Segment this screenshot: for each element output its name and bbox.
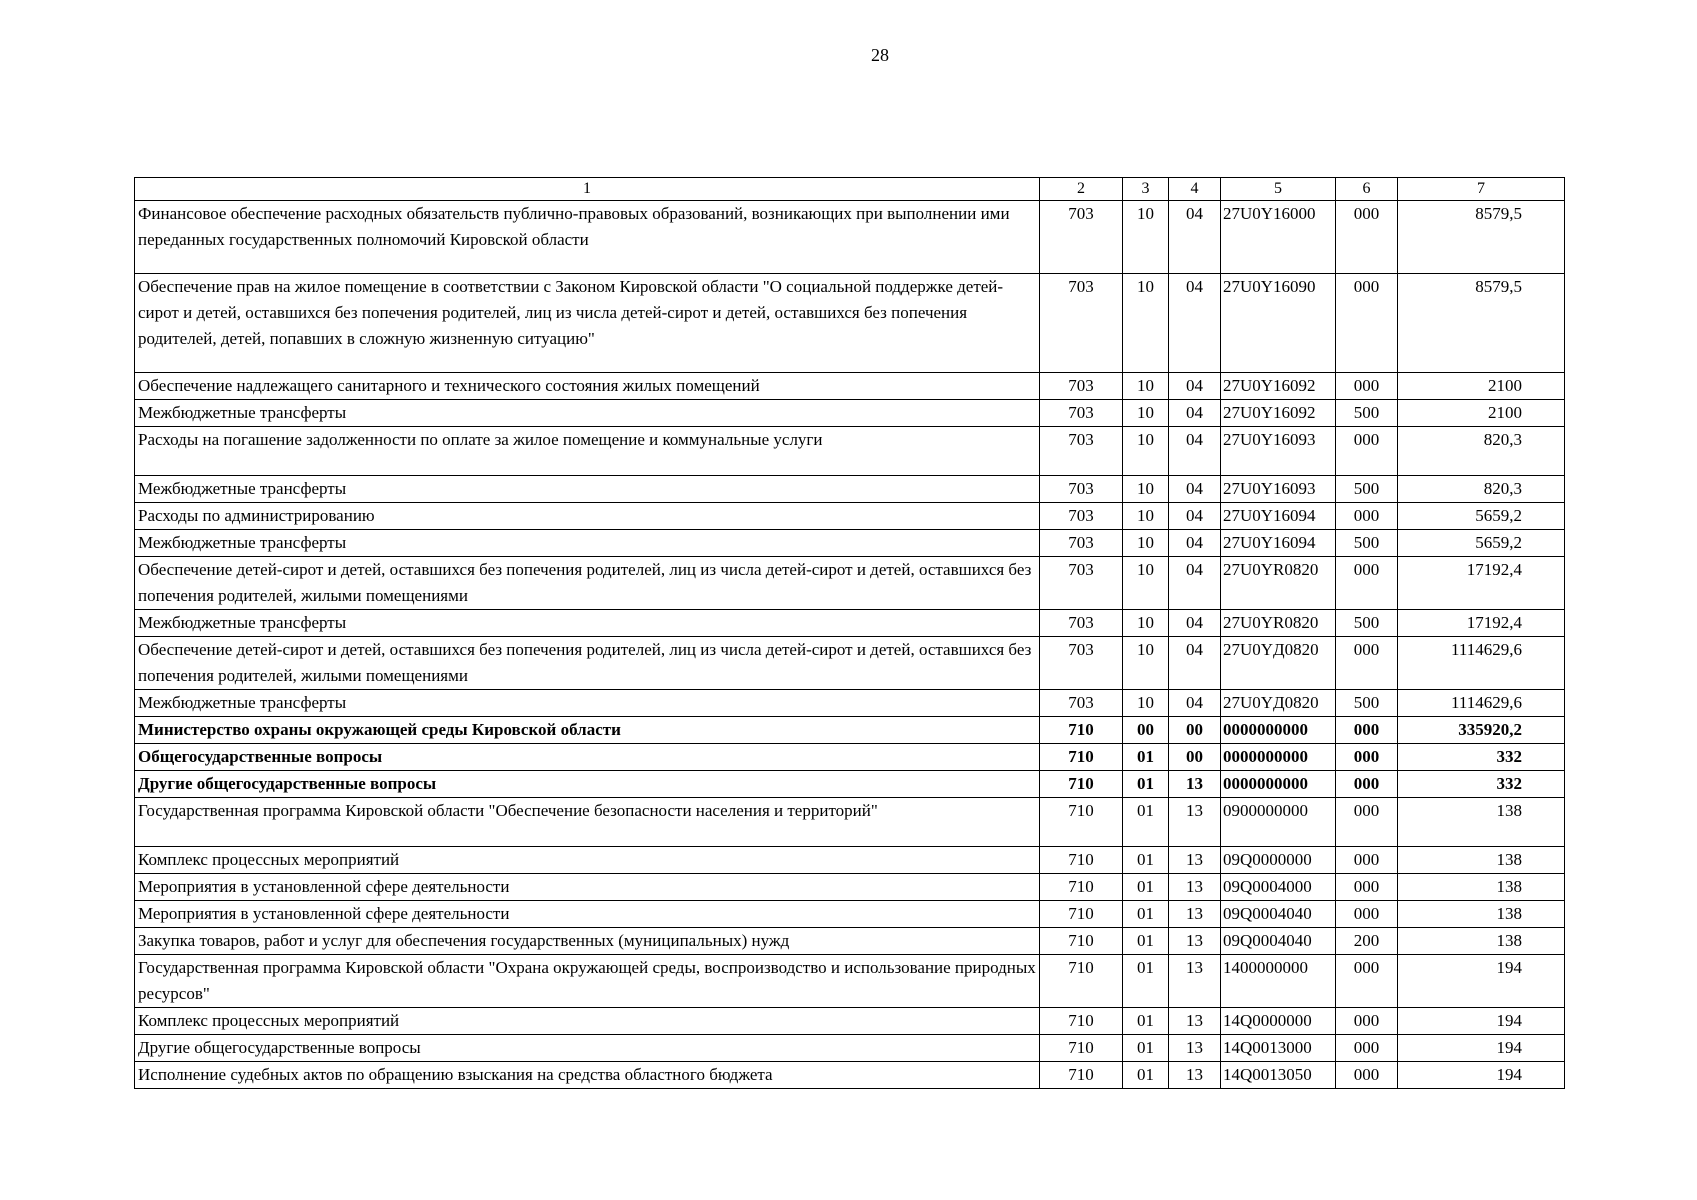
cell-col3: 01 [1123,847,1169,874]
cell-col3: 01 [1123,1035,1169,1062]
cell-col7: 5659,2 [1398,503,1565,530]
cell-col5: 27U0Y16090 [1221,274,1336,373]
cell-col4: 04 [1169,373,1221,400]
cell-col4: 13 [1169,955,1221,1008]
column-header: 3 [1123,178,1169,201]
cell-col5: 0000000000 [1221,771,1336,798]
page-number: 28 [871,45,889,65]
row-name: Другие общегосударственные вопросы [135,771,1040,798]
cell-col6: 500 [1336,610,1398,637]
cell-col5: 27U0Y16000 [1221,201,1336,274]
row-name: Мероприятия в установленной сфере деятельности [135,901,1040,928]
cell-col3: 01 [1123,928,1169,955]
cell-col3: 00 [1123,717,1169,744]
cell-col7: 2100 [1398,400,1565,427]
cell-col3: 10 [1123,557,1169,610]
cell-col5: 27U0YR0820 [1221,610,1336,637]
cell-col5: 09Q0004040 [1221,928,1336,955]
cell-col2: 710 [1040,1062,1123,1089]
cell-col7: 1114629,6 [1398,637,1565,690]
cell-col6: 000 [1336,798,1398,847]
cell-col6: 000 [1336,274,1398,373]
table-row [135,530,1565,557]
cell-col7: 194 [1398,1062,1565,1089]
cell-col6: 000 [1336,955,1398,1008]
cell-col6: 000 [1336,771,1398,798]
cell-col7: 138 [1398,847,1565,874]
table-row [135,955,1565,1008]
table-row [135,901,1565,928]
cell-col6: 000 [1336,717,1398,744]
cell-col6: 000 [1336,201,1398,274]
cell-col7: 332 [1398,744,1565,771]
cell-col4: 04 [1169,476,1221,503]
cell-col6: 000 [1336,1008,1398,1035]
column-header: 2 [1040,178,1123,201]
cell-col3: 01 [1123,798,1169,847]
row-name: Другие общегосударственные вопросы [135,1035,1040,1062]
cell-col2: 710 [1040,717,1123,744]
cell-col5: 27U0Y16093 [1221,427,1336,476]
column-header: 1 [135,178,1040,201]
table-row [135,637,1565,690]
row-name: Расходы на погашение задолженности по оплате за жилое помещение и коммунальные услуги [135,427,1040,476]
cell-col7: 2100 [1398,373,1565,400]
cell-col7: 17192,4 [1398,610,1565,637]
row-name: Общегосударственные вопросы [135,744,1040,771]
table-row [135,717,1565,744]
cell-col2: 703 [1040,373,1123,400]
row-name: Межбюджетные трансферты [135,400,1040,427]
table-row [135,557,1565,610]
row-name: Расходы по администрированию [135,503,1040,530]
cell-col4: 04 [1169,557,1221,610]
cell-col2: 710 [1040,771,1123,798]
row-name: Финансовое обеспечение расходных обязательств публично-правовых образований, возникающих при выполнении ими переданных государственных полномочий Кировской области [135,201,1040,274]
cell-col7: 194 [1398,1035,1565,1062]
table-row [135,476,1565,503]
cell-col2: 703 [1040,610,1123,637]
cell-col6: 000 [1336,503,1398,530]
cell-col5: 09Q0000000 [1221,847,1336,874]
cell-col4: 13 [1169,928,1221,955]
cell-col3: 01 [1123,874,1169,901]
cell-col5: 14Q0013050 [1221,1062,1336,1089]
cell-col6: 500 [1336,690,1398,717]
table-row [135,1008,1565,1035]
cell-col4: 13 [1169,874,1221,901]
cell-col5: 27U0YД0820 [1221,690,1336,717]
row-name: Обеспечение надлежащего санитарного и технического состояния жилых помещений [135,373,1040,400]
cell-col2: 710 [1040,928,1123,955]
cell-col3: 01 [1123,955,1169,1008]
row-name: Комплекс процессных мероприятий [135,847,1040,874]
cell-col6: 500 [1336,400,1398,427]
row-name: Межбюджетные трансферты [135,690,1040,717]
table-row [135,373,1565,400]
cell-col4: 04 [1169,637,1221,690]
cell-col3: 10 [1123,610,1169,637]
cell-col4: 13 [1169,798,1221,847]
row-name: Государственная программа Кировской области "Охрана окружающей среды, воспроизводство и использование природных ресурсов" [135,955,1040,1008]
cell-col2: 703 [1040,400,1123,427]
cell-col2: 703 [1040,274,1123,373]
cell-col6: 000 [1336,373,1398,400]
cell-col4: 04 [1169,503,1221,530]
cell-col6: 000 [1336,557,1398,610]
cell-col3: 10 [1123,690,1169,717]
row-name: Межбюджетные трансферты [135,530,1040,557]
table-row [135,690,1565,717]
row-name: Комплекс процессных мероприятий [135,1008,1040,1035]
column-header: 7 [1398,178,1565,201]
cell-col4: 04 [1169,690,1221,717]
cell-col6: 000 [1336,1062,1398,1089]
cell-col4: 00 [1169,717,1221,744]
cell-col3: 01 [1123,771,1169,798]
cell-col7: 8579,5 [1398,201,1565,274]
cell-col5: 0000000000 [1221,717,1336,744]
table-row [135,201,1565,274]
cell-col4: 13 [1169,901,1221,928]
cell-col3: 01 [1123,1008,1169,1035]
cell-col4: 04 [1169,400,1221,427]
cell-col4: 13 [1169,1035,1221,1062]
cell-col3: 10 [1123,427,1169,476]
cell-col7: 138 [1398,874,1565,901]
cell-col6: 000 [1336,847,1398,874]
cell-col2: 703 [1040,503,1123,530]
cell-col2: 710 [1040,1008,1123,1035]
cell-col5: 0900000000 [1221,798,1336,847]
cell-col5: 27U0Y16093 [1221,476,1336,503]
cell-col6: 500 [1336,530,1398,557]
column-header: 5 [1221,178,1336,201]
table-row [135,798,1565,847]
cell-col7: 8579,5 [1398,274,1565,373]
table-row [135,744,1565,771]
cell-col7: 194 [1398,1008,1565,1035]
cell-col6: 000 [1336,744,1398,771]
cell-col3: 10 [1123,201,1169,274]
cell-col5: 0000000000 [1221,744,1336,771]
cell-col2: 703 [1040,690,1123,717]
cell-col5: 27U0YR0820 [1221,557,1336,610]
cell-col3: 01 [1123,901,1169,928]
cell-col2: 710 [1040,901,1123,928]
row-name: Обеспечение детей-сирот и детей, оставшихся без попечения родителей, лиц из числа детей-сирот и детей, оставшихся без попечения родителей, жилыми помещениями [135,557,1040,610]
cell-col6: 000 [1336,637,1398,690]
cell-col4: 13 [1169,847,1221,874]
cell-col2: 703 [1040,557,1123,610]
cell-col2: 703 [1040,427,1123,476]
cell-col6: 500 [1336,476,1398,503]
cell-col7: 820,3 [1398,427,1565,476]
cell-col4: 13 [1169,771,1221,798]
cell-col7: 5659,2 [1398,530,1565,557]
cell-col2: 703 [1040,530,1123,557]
cell-col5: 27U0YД0820 [1221,637,1336,690]
row-name: Государственная программа Кировской области "Обеспечение безопасности населения и территорий" [135,798,1040,847]
column-header: 6 [1336,178,1398,201]
table-row [135,874,1565,901]
cell-col7: 194 [1398,955,1565,1008]
row-name: Обеспечение прав на жилое помещение в соответствии с Законом Кировской области "О социальной поддержке детей-сирот и детей, оставшихся без попечения родителей, лиц из числа детей-сирот и детей, оставшихся без попечения родителей, детей, попавших в сложную жизненную ситуацию" [135,274,1040,373]
cell-col7: 1114629,6 [1398,690,1565,717]
cell-col7: 138 [1398,928,1565,955]
cell-col3: 10 [1123,503,1169,530]
table-row [135,928,1565,955]
cell-col4: 04 [1169,201,1221,274]
cell-col6: 000 [1336,874,1398,901]
column-header: 4 [1169,178,1221,201]
cell-col3: 10 [1123,637,1169,690]
cell-col3: 10 [1123,530,1169,557]
cell-col2: 703 [1040,201,1123,274]
cell-col5: 14Q0000000 [1221,1008,1336,1035]
cell-col4: 04 [1169,610,1221,637]
cell-col3: 10 [1123,476,1169,503]
cell-col2: 710 [1040,874,1123,901]
table-row [135,1035,1565,1062]
cell-col5: 1400000000 [1221,955,1336,1008]
cell-col5: 27U0Y16092 [1221,400,1336,427]
table-row [135,1062,1565,1089]
cell-col6: 200 [1336,928,1398,955]
cell-col2: 710 [1040,1035,1123,1062]
cell-col2: 703 [1040,637,1123,690]
row-name: Обеспечение детей-сирот и детей, оставшихся без попечения родителей, лиц из числа детей-сирот и детей, оставшихся без попечения родителей, жилыми помещениями [135,637,1040,690]
row-name: Закупка товаров, работ и услуг для обеспечения государственных (муниципальных) нужд [135,928,1040,955]
table-row [135,847,1565,874]
table-row [135,400,1565,427]
cell-col3: 10 [1123,400,1169,427]
cell-col7: 17192,4 [1398,557,1565,610]
cell-col2: 710 [1040,744,1123,771]
budget-table [134,177,1565,1089]
row-name: Исполнение судебных актов по обращению взыскания на средства областного бюджета [135,1062,1040,1089]
cell-col5: 14Q0013000 [1221,1035,1336,1062]
cell-col3: 01 [1123,744,1169,771]
cell-col3: 10 [1123,373,1169,400]
cell-col4: 04 [1169,427,1221,476]
table-row [135,610,1565,637]
cell-col7: 820,3 [1398,476,1565,503]
cell-col4: 04 [1169,274,1221,373]
cell-col4: 04 [1169,530,1221,557]
cell-col2: 710 [1040,847,1123,874]
row-name: Мероприятия в установленной сфере деятельности [135,874,1040,901]
row-name: Межбюджетные трансферты [135,610,1040,637]
cell-col2: 710 [1040,955,1123,1008]
cell-col7: 138 [1398,901,1565,928]
cell-col7: 138 [1398,798,1565,847]
cell-col5: 09Q0004000 [1221,874,1336,901]
row-name: Министерство охраны окружающей среды Кировской области [135,717,1040,744]
cell-col4: 13 [1169,1008,1221,1035]
cell-col6: 000 [1336,1035,1398,1062]
cell-col6: 000 [1336,427,1398,476]
cell-col4: 00 [1169,744,1221,771]
cell-col5: 27U0Y16094 [1221,530,1336,557]
header-row [135,178,1565,201]
table-row [135,274,1565,373]
table-row [135,771,1565,798]
cell-col3: 10 [1123,274,1169,373]
cell-col5: 27U0Y16092 [1221,373,1336,400]
row-name: Межбюджетные трансферты [135,476,1040,503]
cell-col2: 710 [1040,798,1123,847]
cell-col5: 27U0Y16094 [1221,503,1336,530]
cell-col7: 335920,2 [1398,717,1565,744]
cell-col6: 000 [1336,901,1398,928]
cell-col7: 332 [1398,771,1565,798]
cell-col5: 09Q0004040 [1221,901,1336,928]
cell-col4: 13 [1169,1062,1221,1089]
table-row [135,503,1565,530]
cell-col3: 01 [1123,1062,1169,1089]
table-row [135,427,1565,476]
cell-col2: 703 [1040,476,1123,503]
